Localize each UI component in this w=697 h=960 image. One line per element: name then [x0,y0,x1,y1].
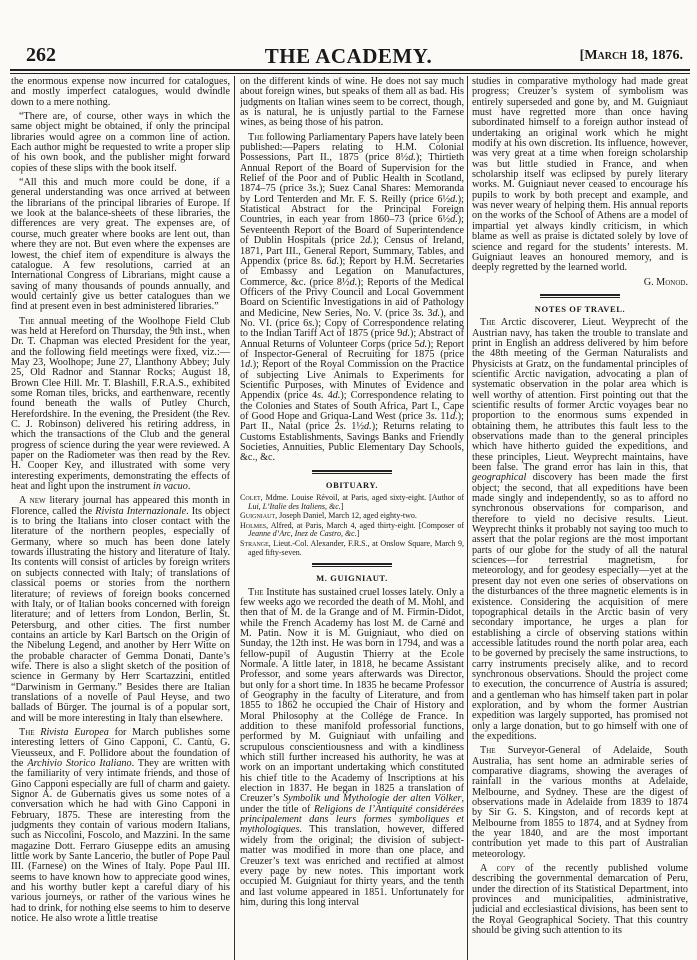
lead-word: The [19,726,35,738]
lead-word: The [248,586,264,598]
section-heading: NOTES OF TRAVEL. [534,303,626,314]
author-signature: G. Monod. [643,276,688,288]
text-run: 1½ [346,421,365,433]
text-run: ); Report by H.M. Secretaries of Embassy and Legation on Manufactures, Commerce, &c. (price 8½ [240,255,464,288]
column-divider [234,76,235,960]
text-run: ); Report of the Royal Commission on the Practice of subjecting Live Animals to Experiments for Scientific Purposes, with Minutes of Evidence and Appendix (price 4 [240,359,464,402]
paragraph [11,496,230,724]
paragraph [11,728,230,925]
text-run: on the different kinds of wine. He does not say much about foreign wines, but speaks of them all as bad. His judgments on Italian wines seem to be correct, though, as is natural, he is unjustly partial to the Farnese wines, as being those of his patron. [240,77,464,129]
paragraph [472,318,688,742]
text-run: literary journal has appeared this month in Florence, called the [11,495,230,517]
text-run: 4 [323,390,333,402]
text-run: ); Census of Ireland, 1871, Part III., General Report, Summary, Tables, and Appendix (price 8 [240,235,464,267]
text-run: , Lieut.-Col. Alexander, F.R.S., at Onslow Square, March 9, aged fifty-seven. [248,539,464,557]
section-heading: M. GUIGNIAUT. [316,573,388,584]
italic-run: d. [450,411,458,422]
text-run: 3 [424,307,433,319]
paragraph [11,77,230,108]
lead-word: The [480,317,496,329]
text-run: for March publishes some interesting letters of Gino Capponi, C. Cantù, G. Vieusseux, and F. Pollidore about the foundation of the [11,726,230,769]
section-rule [540,294,620,298]
text-run: ] [356,529,360,539]
italic-run: d. [245,359,253,371]
lead-word: The [248,131,264,143]
section-rule [312,563,392,567]
column-divider [467,76,468,960]
italic-run: d. [349,276,358,288]
italic-run: d. [364,421,372,433]
text-run: . [187,481,191,493]
paragraph [472,77,688,274]
italic-run: s. [317,390,324,402]
italic-run: geographical [472,472,527,484]
column-1 [11,77,230,960]
text-run: 6 [322,255,332,267]
lead-word: Guigniaut [240,511,276,521]
italic-run: s. [430,411,438,422]
text-run: . This translation, however, differed widely from the original; the division of subject-matter was modified in more than one place, and Creuzer’s text was enriched and rectified at almost every page by new notes. This important work occupied M. Guigniaut for thirty years, and the tenth and last volume appeared in 1851. Unfortunately for him, during this long interval [240,824,464,908]
italic-run: Rivista Internazionale [95,505,187,517]
text-run: Arctic discoverer, Lieut. Weyprecht of the Austrian navy, has taken the trouble to translate and print in English an address delivered by him before the 48th meeting of the German Naturalists and Physicists at Gratz, on the fundamental principles of scientific Arctic navigation, advocating a plan of systematic observation in the polar area which is well worthy of attention. First pointing out that the scientific results of former Arctic voyages bear no proportion to the enormous sums expended in obtaining them, he attributes this fault less to the observations made than to the general principles which have hitherto guided the expeditions, and these principles, Lieut. Weyprecht maintains, have been false. The grand error has lain in this, that [472,317,688,474]
paragraph [240,77,464,129]
italic-run: s. [308,317,315,329]
header-rule [10,69,690,74]
text-run: of the recently published volume describing the governmental demarcation of Peru, under the direction of its Statistical Department, into provinces and municipalities, administrative, judicial and ecclesiastical divisions, has been sent to the Royal Geographical Society. That this country should be giving such attention to its [472,863,688,937]
issue-date: [March 18, 1876. [579,48,683,63]
italic-run: d. [450,193,458,205]
journal-title: THE ACADEMY. [264,44,433,68]
text-run: ), and No. VI. (price 6 [240,307,464,329]
lead-word: Colet [240,493,261,503]
text-run: , Alfred, at Paris, March 4, aged thirty-eight. [Composer of [266,520,464,530]
italic-run: Rivista Europea [40,726,109,738]
text-run: Institute has sustained cruel losses lately. Only a few weeks ago we recorded the death of M. Mohl, and then that of M. de la Grange and of M. Firmin-Didot, while the French Academy has lost M. de Carné and M. Patin. Now it is M. Guigniaut, who died on Sunday, the 12th inst. He was born in 1794, and was a fellow-pupil of Augustin Thierry at the Ecole Normale. A little later, in 1818, he became Assistant Professor, and some years afterwards was Director, but only for a short time. In 1835 he became Professor of Geography in the faculty of Literature, and from 1855 to 1862 he occupied the Chair of History and Moral Philosophy at the Collége de France. In addition to these manifold professorial functions, performed by M. Guigniaut with unfailing and scrupulous conscientiousness and with a kindliness which still further increased his authority, he was at work on an important undertaking which constituted his chief title to the Academy of Inscriptions at his election in 1837. He began in 1825 a translation of Creuzer’s [240,586,464,805]
text-run: ); Report of Inspector-General of Recruiting for 1875 (price 1 [240,338,464,371]
text-run: following Parliamentary Papers have lately been published:—Papers relating to H.M. Colonial Possessions, Part II., 1875 (price 8½ [240,131,464,164]
lead-word: A copy [480,863,516,875]
text-run: , Mdme. Louise Révoil, at Paris, aged sixty-eight. [Author of [260,493,464,503]
paragraph [11,317,230,493]
obituary-entry [240,540,464,557]
italic-run: in vacuo [153,481,188,493]
section-rule [312,470,392,474]
italic-run: d. [365,235,373,247]
italic-run: d. [419,338,428,350]
paragraph [240,133,464,464]
italic-run: s. [417,307,425,319]
lead-word: Holmes [240,520,267,530]
italic-run: d. [408,152,416,164]
text-run: ] [340,501,344,511]
text-run: ); Part II., Natal (price 2 [240,411,464,433]
text-run: Surveyor-General of Adelaide, South Australia, has sent home an admirable series of comparative diagrams, showing the averages of rainfall in the various months at Adelaide, Melbourne, and Sydney. These are the digest of observations made in Adelaide from 1839 to 1874 by Sir G. S. Kingston, and of records kept at Melbourne from 1855 to 1874, and at Sydney from the year 1840, and are the most important contribution yet made to this part of Australian meteorology. [472,745,688,860]
obituary-entry [240,522,464,539]
obituary-entry [240,494,464,511]
italic-run: Lui, L’Italie des Italiens, &c. [248,501,341,511]
text-run: discovery has been made the first object; the second, that all expeditions have been made singly and independently, so as to afford no synchronous observations for comparison, and therefore to yield no decisive results. Lieut. Weyprecht thinks it probably not saying too much to assert that the polar regions are the most important parts of our globe for the study of all the natural sciences—for terrestrial magnetism, for meteorology, and for geodesy especially—yet at the present day not even one series of observations on the disturbances of the three magnetic elements is in existence. Considering the acquisition of mere topographical details in the Arctic basin of very secondary importance, he urges a plan for establishing a circle of observing stations within accessible latitudes round the north polar area, each to be governed by precisely the same instructions, to carry instruments precisely alike, and to record synchronous observations. Should the project come to execution, the concurrence of Austria is assured; and a gentleman who has himself taken part in polar exploration, and by whom the former Austrian expedition was largely supported, has promised not only a large donation, but to go himself with one of the expeditions. [472,472,688,742]
page-number: 262 [26,44,56,66]
text-run: , Joseph Daniel, March 12, aged eighty-two. [275,511,417,521]
text-run: ); Abstract of Annual Returns of Volunteer Corps (price 5 [240,328,464,350]
italic-run: Jeanne d’Arc, Inez de Castro, &c. [248,529,357,539]
section-heading: OBITUARY. [325,479,379,490]
obituary-entry [240,512,464,521]
paragraph [240,588,464,909]
text-run: “All this and much more could be done, if a general understanding was once arrived at between the librarians of the principal libraries of Europe. If we look at the balance-sheets of these libraries, the differences are very great. The expenses are, of course, much greater where books are lent out, than where they are not. But even where the expenses are lowest, the chief item of expenditure is always the catalogue. A few resolutions, carried at an International Congress of Librarians, might cause a saving of many thousands of pounds annually, and would certainly give us better catalogues than we find at present even in best administered libraries.” [11,177,230,313]
text-run: “There are, of course, other ways in which the same object might be obtained, if only the principal libraries would agree on a common line of action. Each author might be requested to write a proper slip of his own book, and the publisher might forward copies of these slips with the book itself. [11,111,230,174]
text-run: studies in comparative mythology had made great progress; Creuzer’s system of symbolism was entirely superseded and gone by, and M. Guigniaut must have regretted more than once having subordinated himself to a foreign author instead of undertaking an original work which he might modify at his own discretion. Its influence, however, was very great at a time when foreign scholarship was but little studied in France, and when scholarship itself was eclipsed by purely literary works. M. Guigniaut never ceased to encourage his pupils to work by both precept and example, and was never weary of helping them. His annual reports on the works of the School of Athens are a model of impartial yet always kindly criticism, in which blame as well as praise is dictated solely by love of science and regard for the students’ interests. M. Guigniaut leaves an honoured memory, and is deeply regretted by the learned world. [472,77,688,274]
italic-run: Symbolik und Mythologie der alten Völker [283,793,462,805]
italic-run: d. [402,328,410,340]
italic-run: Religions de l’Antiquité considérées principalement dans leurs formes symboliques et mythologiques [240,803,464,836]
text-run: . They are written with the familiarity of very intimate friends, and those of Gino Capponi especially are full of charm and gaiety. Signor A. de Gubernatis gives us some notes of a conversation which he had with Gino Capponi in February, 1875. These are interesting from the judgments they contain of various modern Italians, such as Niccolini, Foscolo, and Mazzini. In the same magazine Dott. Ferraro Giuseppe edits an amusing little work by Sante Lancerio, the butler of Pope Paul III. (Farnese) on the Wines of Italy. Pope Paul III. seems to have known how to appreciate good wines, and his worthy butler kept a careful diary of his various journeys, or rather of the various wines he had to drink, for nothing else seems to him to deserve notice. He also wrote a little treatise [11,758,230,925]
text-run: the enormous expense now incurred for catalogues, and mostly imperfect catalogues, would dwindle down to a mere nothing. [11,77,230,108]
paragraph [472,746,688,860]
column-3 [472,77,688,960]
text-run: ); Seventeenth Report of the Board of Superintendence of Dublin Hospitals (price 2 [240,214,464,247]
page-header [0,44,697,68]
column-2 [240,77,464,960]
paragraph [11,178,230,312]
text-run: ); Correspondence relating to the Colonies and States of South Africa, Part I., Cape of Good Hope and Griqua-Land West (price 3 [240,390,464,422]
lead-word: Strange [240,539,269,549]
lead-word: The [480,745,496,757]
paragraph [472,864,688,936]
text-run: . Its object is to bring the Italians into closer contact with the literature of the northern peoples, especially of Germany, where so much has been done lately towards illustrating the history and literature of Italy. Its contents will consist of articles by foreign writers on subjects connected with Italy; of translations of classical poems or stories from the northern literature; of reviews of foreign books concerned with Italy, or of Italian books concerned with foreign literature; and of letters from London, Berlin, St. Petersburg, and other cities. The first number contains an article by Karl Bartsch on the Origin of the Nibelung Legend, and another by Herr Witte on the probable character of Gemma Donati, Dante’s wife. There is also a slight sketch of the position of science in Germany by Herr Scartazzini, entitled “Darwinism in Germany.” Besides there are Italian translations of a novelle of Paul Heyse, and two ballads of Bürger. The journal is of a popular sort, and will be more interesting in Italy than elsewhere. [11,505,230,724]
lead-word: A new [19,495,46,507]
text-run: ); Reports of the Medical Officers of the Privy Council and Local Government Board on Scientific Investigations in aid of Pathology and Medicine, New Series, No. V. (price 3 [240,276,464,319]
italic-run: d. [432,307,441,319]
text-run: 11 [437,411,451,422]
italic-run: d. [331,255,340,267]
italic-run: d. [332,390,341,402]
text-run: ); Copy of Correspondence relating to the Indian Tariff Act of 1875 (price 9 [240,317,464,340]
italic-run: Archivio Storico Italiano [27,758,132,769]
text-run: ); Suez Canal Shares: Memoranda by Lord Tenterden and Mr. F. S. Reilly (price 6½ [240,183,464,205]
italic-run: s. [339,421,347,433]
italic-run: d. [450,214,458,226]
italic-run: s. [312,183,320,195]
lead-word: The [19,315,35,327]
text-run: , under the title of [240,793,464,815]
text-run: annual meeting of the Woolhope Field Club was held at Hereford on Thursday, the 9th inst., when Dr. T. Chapman was elected President for the year, and the following field meetings were fixed, viz.:—May 23, Woolhope; June 27, Llanthony Abbey; July 25, Old Radnor and Stannar Rocks; August 18, Brown Clee Hill. Mr. T. Blashill, F.R.A.S., exhibited some Roman tiles, bricks, and earthenware, recently found beneath the walls of Putley Church, Herefordshire. In the evening, the President (the Rev. C. J. Robinson) delivered his retiring address, in which the transactions of the Club and the general progress of science during the year were reviewed. A paper on the Radiometer was then read by the Rev. H. Cooper Key, and illustrated with some very interesting experiments, demonstrating the effects of heat and light upon the instrument [11,315,230,493]
text-run: ); Returns relating to Customs Establishments, Savings Banks and Friendly Societies, Annuities, Public Elementary Day Schools, &c., &c. [240,421,464,464]
italic-run: s. [316,255,323,267]
text-run: ); Thirtieth Annual Report of the Board of Supervision for the Relief of the Poor and of Public Health in Scotland, 1874–75 (price 3 [240,152,464,195]
paragraph [11,112,230,174]
text-run: ); Statistical Abstract for the Principal Foreign Countries, in each year from 1860–73 (price 6½ [240,193,464,226]
